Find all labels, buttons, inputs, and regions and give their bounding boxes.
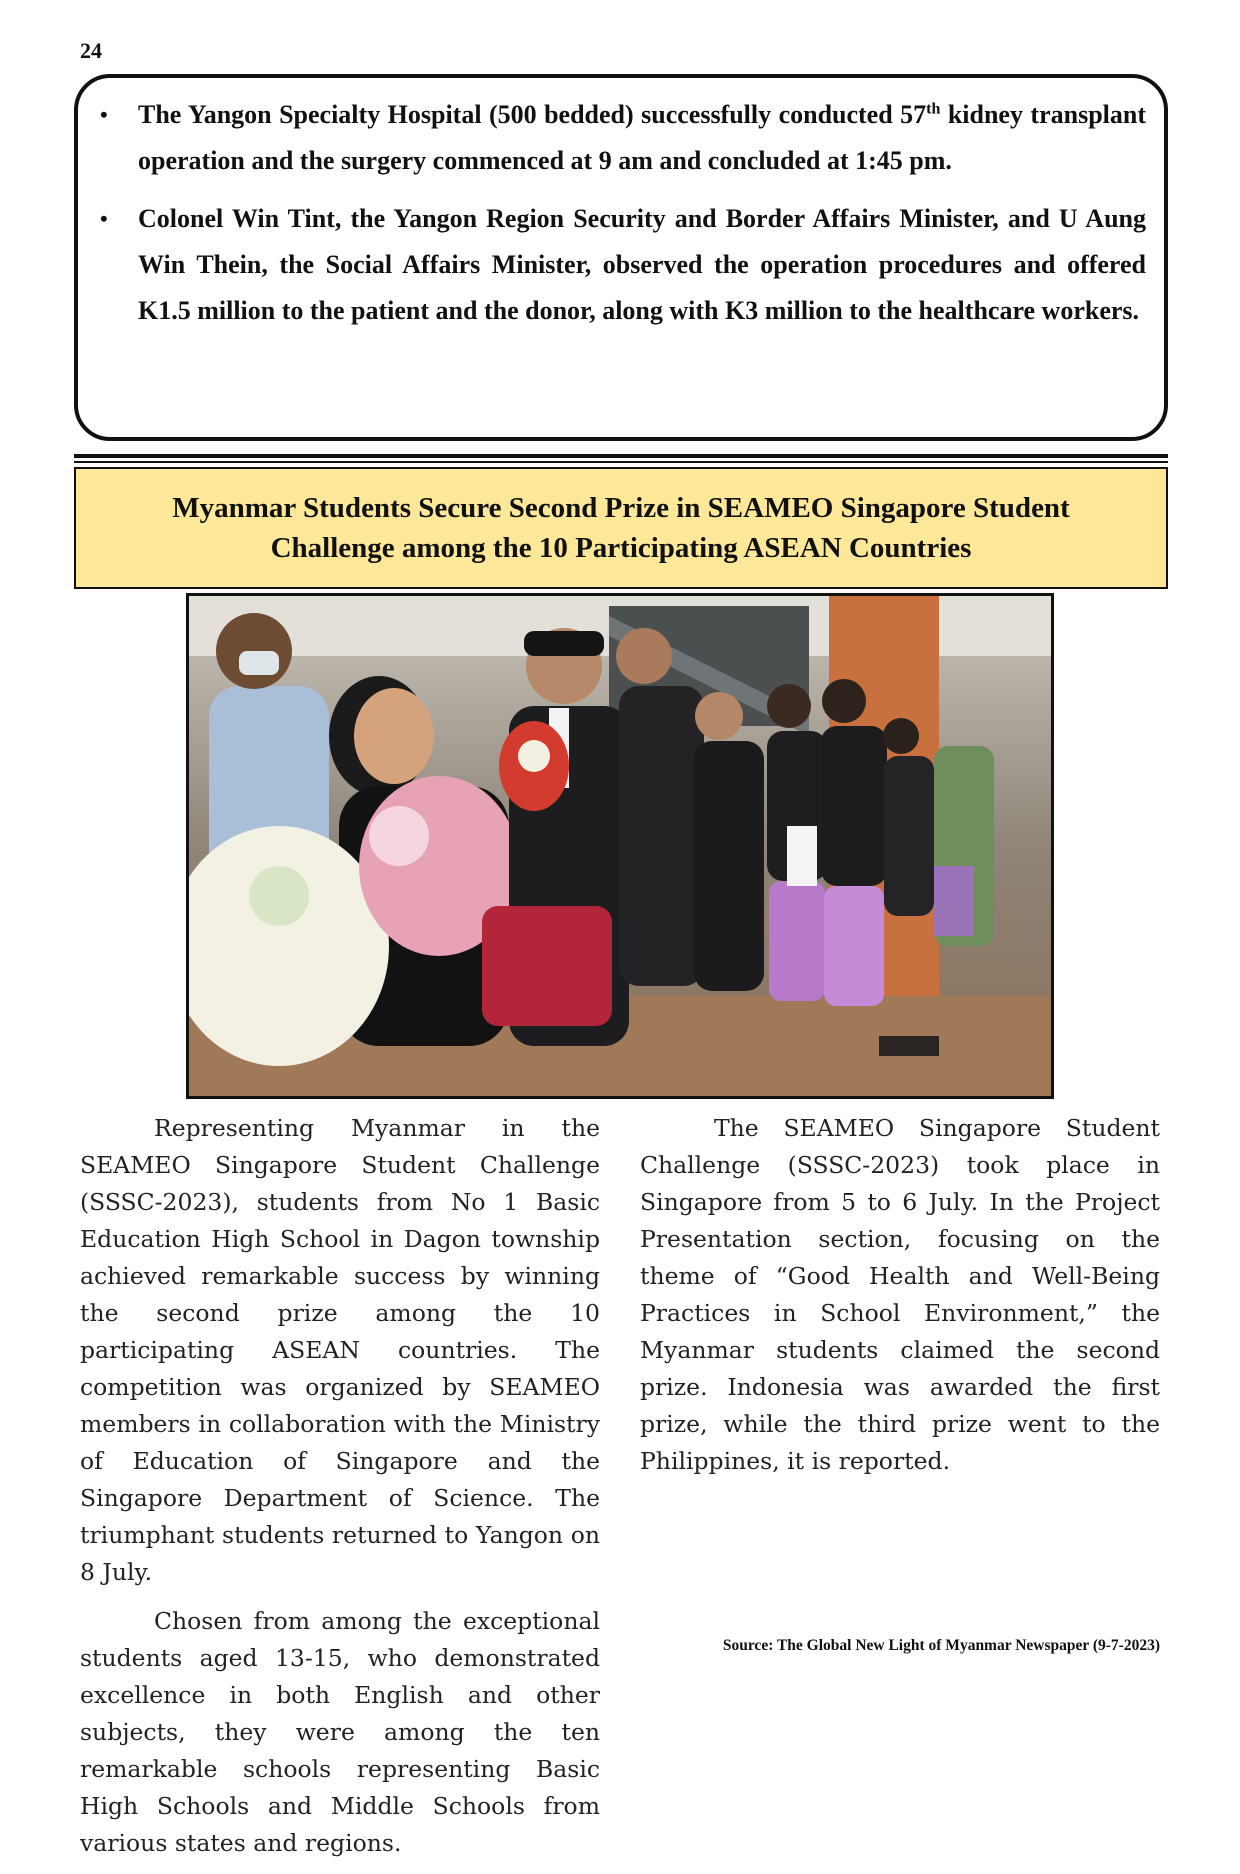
article-paragraph: Chosen from among the exceptional students aged 13-15, who demonstrated excellence in both English and other subjects, they were among the ten remarkable schools representing Basic High Schools and Middle Schools from various states and regions.	[80, 1607, 600, 1857]
article-column-right	[640, 1110, 1160, 1492]
divider-rule	[74, 454, 1168, 458]
highlight-text: Colonel Win Tint, the Yangon Region Security and Border Affairs Minister, and U Aung Win Thein, the Social Affairs Minister, observed the operation procedures and offered K1.5 million to the patient and the donor, along with K3 million to the healthcare workers.	[138, 204, 1146, 325]
article-headline: Myanmar Students Secure Second Prize in SEAMEO Singapore Student Challenge among the 10 Participating ASEAN Countries	[172, 492, 1070, 564]
article-column-left	[80, 1110, 600, 1874]
highlight-text-start: The Yangon Specialty Hospital (500 bedded) successfully conducted 57	[138, 100, 927, 129]
bullet-icon: •	[100, 102, 108, 127]
highlights-list	[100, 92, 1146, 346]
article-paragraph: The SEAMEO Singapore Student Challenge (SSSC-2023) took place in Singapore from 5 to 6 July. In the Project Presentation section, focusing on the theme of “Good Health and Well-Being Practices in School Environment,” the Myanmar students claimed the second prize. Indonesia was awarded the first prize, while the third prize went to the Philippines, it is reported.	[640, 1114, 1160, 1475]
page-number: 24	[80, 38, 102, 63]
source-credit: Source: The Global New Light of Myanmar Newspaper (9-7-2023)	[722, 1637, 1160, 1654]
highlight-item	[100, 92, 1146, 184]
highlight-item	[100, 196, 1146, 334]
photo-students-welcome	[189, 596, 1051, 1096]
bullet-icon: •	[100, 206, 108, 231]
article-photo	[186, 593, 1054, 1099]
divider-rule-thin	[74, 461, 1168, 463]
highlight-text-end: kidney transplant operation and the surgery commenced at 9 am and concluded at 1:45 pm.	[138, 100, 1146, 175]
ordinal-suffix: th	[926, 100, 941, 118]
headline-banner	[74, 467, 1168, 589]
article-paragraph: Representing Myanmar in the SEAMEO Singapore Student Challenge (SSSC-2023), students from No 1 Basic Education High School in Dagon township achieved remarkable success by winning the second prize among the 10 participating ASEAN countries. The competition was organized by SEAMEO members in collaboration with the Ministry of Education of Singapore and the Singapore Department of Science. The triumphant students returned to Yangon on 8 July.	[80, 1114, 600, 1586]
